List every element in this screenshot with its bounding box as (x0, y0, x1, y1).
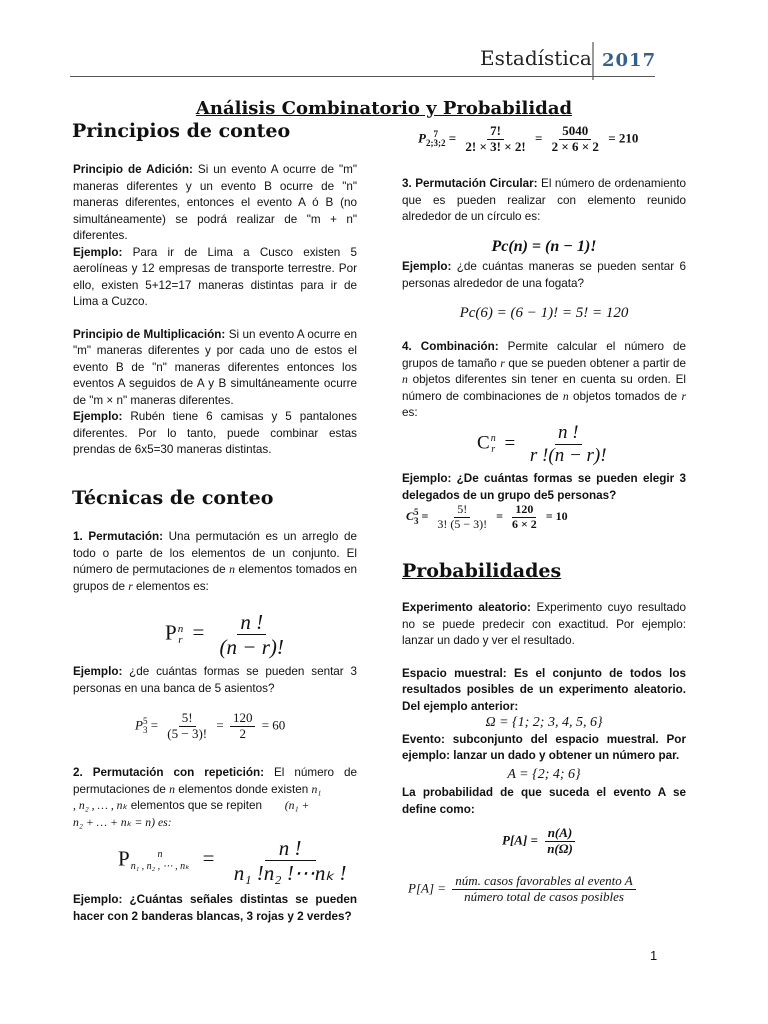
var-n1: n₁ (311, 782, 322, 796)
formula-numerator: 5040 (559, 124, 591, 140)
formula-numerator: 5! (179, 711, 196, 727)
rep-formula: P n n₁ , n₂ , ⋯ , nₖ = $\frac{n !}{\text{n₁ !n₂ !⋯nₖ !}}$ (118, 836, 347, 886)
circ-example (402, 259, 686, 292)
circ-block (402, 176, 686, 226)
omega-set: Ω = {1; 2; 3, 4, 5, 6} (485, 715, 603, 730)
formula-sup: 5 (414, 507, 419, 518)
var-n: n (562, 389, 569, 403)
formula-denominator: número total de casos posibles (464, 888, 624, 904)
formula-sup: n (157, 848, 163, 860)
formula-numerator: núm. casos favorables al evento A (452, 874, 635, 890)
prob-formula (502, 826, 579, 857)
formula-denominator: n₁ !n₂ !⋯nₖ ! (233, 861, 347, 886)
perm-text: elementos tomados en grupos de (73, 563, 357, 593)
formula-numerator: 120 (512, 503, 536, 518)
evento-label: Evento: (402, 732, 445, 746)
var-r: r (128, 579, 133, 593)
rep-block (73, 765, 357, 831)
formula-denominator: 6 × 2 (511, 516, 537, 531)
comb-example-formula: C 5 3 = $\frac{5!}{3! (5 - 3)!}$ = $\frac{120}{6 \times 2}$ = 10 (406, 502, 568, 531)
top-right-formula: P 7 2;3;2 = $\frac{7!}{2! \times 3! \times 2!}$ = $\frac{5040}{2 \times 6 \times 2}$ = 210 (418, 123, 639, 154)
rep-text: El número de permutaciones de (73, 766, 357, 796)
var-r: r (500, 356, 505, 370)
perm-formula: P n r = $\frac{n !}{(n - r)!}$ (165, 610, 284, 660)
formula-symbol: P (418, 130, 426, 146)
adicion-text: Si un evento A ocurre de "m" maneras diferentes y un evento B ocurre de "n" maneras diferentes, entonces el evento A ó B (no simultáneamente) se podrá realizar de "m + n" diferentes. (73, 163, 357, 242)
circ-formula: Pc(n) = (n − 1)! (491, 238, 597, 255)
mult-label: Principio de Multiplicación: (73, 327, 226, 341)
comb-example-text: ¿De cuántas formas se pueden elegir 3 delegados de un grupo de5 personas? (402, 472, 686, 502)
ejemplo-label: Ejemplo: (402, 472, 452, 485)
adicion-paragraph (73, 162, 357, 245)
adicion-label: Principio de Adición: (73, 163, 193, 176)
formula-result: = 210 (608, 130, 639, 146)
header-divider (592, 42, 594, 80)
comb-example (402, 471, 686, 504)
formula-symbol: P (165, 620, 177, 645)
header-year: 2017 (602, 50, 657, 71)
formula-symbol: C (477, 432, 490, 454)
rep-label: 2. Permutación con repetición: (73, 766, 265, 779)
circ-example-text: ¿de cuántas maneras se pueden sentar 6 personas alrededor de una fogata? (402, 260, 686, 290)
formula-numerator: n(A) (545, 826, 576, 842)
formula-numerator: 5! (454, 503, 470, 518)
formula-numerator: n ! (240, 610, 264, 634)
formula-denominator: (n − r)! (219, 635, 284, 660)
var-n: n (229, 563, 235, 576)
section-probabilidades: Probabilidades (402, 560, 562, 582)
formula-sub: r (178, 633, 183, 646)
adicion-example-text: Para ir de Lima a Cusco existen 5 aerolíneas y 12 empresas de transporte terrestre. Por ello, existen 5+12=17 maneras distintas para ir de Lima a Cuzco. (73, 245, 357, 308)
perm-label: 1. Permutación: (73, 530, 164, 543)
comb-text: es: (402, 406, 418, 419)
prob-formula-2 (408, 874, 639, 905)
formula-numerator: n ! (557, 422, 579, 443)
formula-denominator: 2 (239, 725, 246, 741)
perm-example-formula: P 5 3 = $\frac{5!}{(5 - 3)!}$ = $\frac{120}{2}$ = 60 (135, 710, 286, 741)
formula-numerator: 7! (487, 124, 504, 140)
formula-result: = 60 (261, 717, 286, 733)
formula-sub: n₁ , n₂ , ⋯ , nₖ (130, 860, 190, 872)
perm-paragraph (73, 529, 357, 595)
formula-symbol: P (118, 846, 130, 871)
esp-label: Espacio muestral: (402, 666, 507, 680)
mult-example (73, 409, 357, 459)
exp-label: Experimento aleatorio: (402, 601, 531, 614)
perm-text: elementos es: (132, 579, 209, 593)
prob-block (402, 600, 686, 818)
comb-text: objetos diferentes sin tener en cuenta su orden. El número de combinaciones de (402, 373, 686, 403)
formula-denominator: 2 × 6 × 2 (551, 138, 599, 154)
var-r: r (681, 389, 686, 403)
ejemplo-label: Ejemplo: (73, 893, 123, 906)
adicion-example (73, 245, 357, 311)
formula-lhs: P[A] = (408, 880, 447, 896)
ejemplo-label: Ejemplo: (73, 665, 123, 678)
comb-text: que se pueden obtener a partir de (504, 356, 686, 370)
perm-text: Una permutación es un arreglo de todo o parte de los elementos de un conjunto. El número de permutaciones de (73, 530, 357, 576)
rep-example-text: ¿Cuántas señales distintas se pueden hacer con 2 banderas blancas, 3 rojas y 2 verdes? (73, 893, 357, 923)
ejemplo-label: Ejemplo: (73, 245, 123, 259)
formula-sub: r (491, 444, 496, 456)
section-tecnicas: Técnicas de conteo (72, 487, 274, 509)
formula-denominator: n(Ω) (547, 840, 573, 856)
ejemplo-label: Ejemplo: (73, 410, 123, 423)
formula-sub: 2;3;2 (425, 138, 446, 149)
formula-sup: n (490, 433, 496, 445)
header-rule (70, 76, 655, 77)
header-title: Estadística (480, 46, 592, 70)
var-sum: (n₁ + (284, 799, 310, 812)
comb-label: 4. Combinación: (402, 340, 499, 353)
formula-numerator: 120 (230, 711, 256, 727)
perm-example (73, 664, 357, 697)
rep-text: elementos que se repiten (127, 799, 262, 812)
formula-denominator: (5 − 3)! (167, 725, 208, 741)
section-principios: Principios de conteo (72, 120, 291, 142)
var-list: , n₂ , … , nₖ (73, 799, 128, 812)
formula-sub: 3 (142, 725, 148, 736)
formula-lhs: P[A] = (502, 832, 538, 848)
formula-symbol: P (135, 717, 143, 733)
evento-set: A = {2; 4; 6} (507, 766, 581, 782)
comb-text: Permite calcular el número de grupos de tamaño (402, 340, 686, 370)
formula-result: = 10 (545, 509, 568, 524)
circ-example-formula: Pc(6) = (6 − 1)! = 5! = 120 (459, 305, 629, 321)
formula-denominator: r !(n − r)! (529, 444, 607, 466)
var-n: n (169, 782, 175, 796)
formula-sup: 5 (142, 716, 148, 727)
esp-text: Es el conjunto de todos los resultados posibles de un experimento aleatorio. Del ejemplo anterior: (402, 666, 686, 713)
perm-example-text: ¿de cuántas formas se pueden sentar 3 personas en una banca de 5 asientos? (73, 665, 357, 695)
mult-paragraph (73, 327, 357, 410)
comb-text: objetos tomados de (568, 389, 682, 403)
page-number: 1 (650, 948, 658, 963)
formula-sup: n (177, 622, 184, 635)
circ-label: 3. Permutación Circular: (402, 177, 538, 190)
document-title: Análisis Combinatorio y Probabilidad (195, 98, 573, 119)
mult-text: Si un evento A ocurre en "m" maneras diferentes y por cada uno de estos el evento B de "n" maneras diferentes entonces los eventos A seguidos de A y B simultáneamente ocurre de "m × n" maneras diferentes. (73, 327, 357, 407)
perm-block (73, 529, 357, 595)
var-n: n (402, 373, 408, 386)
circ-text: El número de ordenamiento que es pueden realizar con elemento reunido alrededor de un círculo es: (402, 177, 686, 223)
formula-denominator: 3! (5 − 3)! (437, 516, 488, 531)
rep-example (73, 892, 357, 925)
var-sum-end: n₂ + … + nₖ = n) es: (73, 815, 172, 829)
formula-numerator: n ! (278, 836, 302, 860)
evento-text: subconjunto del espacio muestral. Por ejemplo: lanzar un dado y obtener un número par. (402, 732, 686, 762)
formula-sup: 7 (433, 129, 438, 140)
mult-example-text: Rubén tiene 6 camisas y 5 pantalones diferentes. Por lo tanto, puede combinar estas prendas de 6x5=30 maneras distintas. (73, 410, 357, 456)
rep-text: elementos donde existen (175, 782, 312, 796)
ejemplo-label: Ejemplo: (402, 260, 452, 273)
prob-text: La probabilidad de que suceda el evento A se define como: (402, 786, 686, 816)
comb-block (402, 339, 686, 422)
left-column-top (73, 162, 357, 459)
comb-formula: C n r = $\frac{n !}{r !(n - r)!}$ (477, 422, 607, 466)
formula-symbol: C (406, 509, 415, 524)
formula-denominator: 2! × 3! × 2! (465, 138, 526, 154)
exp-text: Experimento cuyo resultado no se puede predecir con exactitud. Por ejemplo: lanzar un dado y ver el resultado. (402, 601, 686, 647)
formula-sub: 3 (414, 516, 419, 527)
